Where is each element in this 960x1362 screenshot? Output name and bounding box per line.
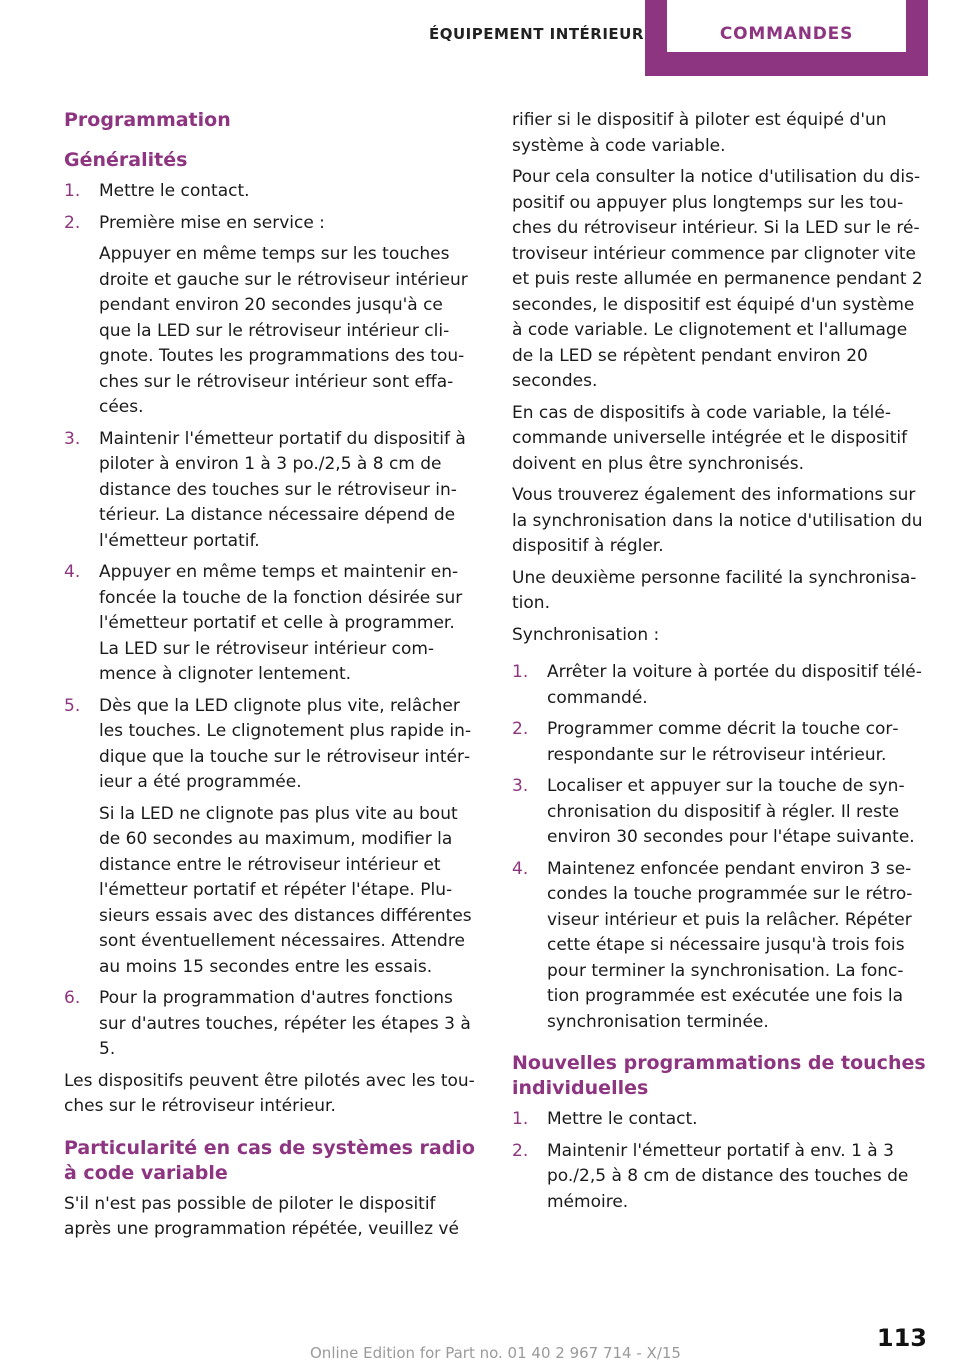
subsection-heading: Nouvelles programmations de touches individuelles (512, 1052, 926, 1099)
chapter-tab-label: COMMANDES (667, 0, 906, 52)
right-column (512, 108, 928, 1221)
list-item (64, 694, 476, 981)
step-number: 5. (64, 695, 81, 716)
list-item (512, 660, 928, 711)
paragraph: S'il n'est pas possible de piloter le dispositif après une programmation répétée, veuillez vé (64, 1193, 459, 1239)
list-item (64, 211, 476, 421)
list-item (512, 1139, 928, 1216)
step-number: 1. (512, 1109, 529, 1129)
paragraph: rifier si le dispositif à piloter est équipé d'un système à code variable. (512, 110, 887, 156)
step-text: Maintenir l'émetteur portatif du dispositif à piloter à environ 1 à 3 po./2,5 à 8 cm de distance des touches sur le rétroviseur intérieur. La distance nécessaire dépend de l'émetteur portatif. (99, 428, 466, 551)
list-item (64, 427, 476, 555)
page-number: 113 (876, 1324, 927, 1352)
step-number: 4. (64, 562, 81, 582)
step-text: Arrêter la voiture à portée du dispositif télécommandé. (547, 662, 922, 708)
paragraph: Synchronisation : (512, 624, 660, 645)
chapter-tab[interactable] (645, 0, 928, 76)
list-item (64, 179, 476, 205)
paragraph: En cas de dispositifs à code variable, la télécommande universelle intégrée et le dispositif doivent en plus être synchronisés. (512, 402, 908, 474)
section-heading: Programmation (64, 109, 231, 131)
list-item (64, 560, 476, 688)
left-column (64, 108, 476, 1249)
step-text: Appuyer en même temps et maintenir enfoncée la touche de la fonction désirée sur l'émetteur portatif et celle à programmer. La LED sur le rétroviseur intérieur commence à clignoter lentement. (99, 562, 463, 684)
step-text: Mettre le contact. (547, 1109, 698, 1129)
section-title: ÉQUIPEMENT INTÉRIEUR (429, 25, 644, 43)
list-item (512, 857, 928, 1036)
step-number: 1. (512, 662, 529, 682)
step-text: Pour la programmation d'autres fonctions sur d'autres touches, répéter les étapes 3 à 5. (99, 988, 471, 1059)
list-item (64, 986, 476, 1063)
step-number: 3. (512, 776, 529, 796)
list-item (512, 1107, 928, 1133)
step-text: Programmer comme décrit la touche correspondante sur le rétroviseur intérieur. (547, 719, 899, 765)
paragraph: Vous trouverez également des informations sur la synchronisation dans la notice d'utilisation du dispositif à régler. (512, 485, 923, 556)
paragraph: Les dispositifs peuvent être pilotés avec les touches sur le rétroviseur intérieur. (64, 1070, 475, 1116)
step-text: Maintenez enfoncée pendant environ 3 secondes la touche programmée sur le rétroviseur intérieur et puis la relâcher. Répéter cette étape si nécessaire jusqu'à trois fois pour terminer la synchronisation. La fonction programmée est exécutée une fois la synchronisation terminée. (547, 858, 913, 1032)
step-subtext: Appuyer en même temps sur les touches droite et gauche sur le rétroviseur intérieur pendant environ 20 secondes jusqu'à ce que la LED sur le rétroviseur intérieur clignote. Toutes les programmations des touches sur le rétroviseur intérieur sont effacées. (99, 244, 468, 417)
step-number: 6. (64, 988, 81, 1008)
step-text: Mettre le contact. (99, 181, 250, 201)
list-item (512, 717, 928, 768)
paragraph: Pour cela consulter la notice d'utilisation du dispositif ou appuyer plus longtemps sur les touches du rétroviseur intérieur. Si la LED sur le rétroviseur intérieur commence par clignoter vite et puis reste allumée en permanence pendant 2 secondes, le dispositif est équipé d'un système à code variable. Le clignotement et l'allumage de la LED se répètent pendant environ 20 secondes. (512, 167, 923, 391)
list-item (512, 774, 928, 851)
paragraph: Une deuxième personne facilité la synchronisation. (512, 567, 917, 613)
step-number: 2. (512, 1140, 529, 1161)
subsection-heading: Particularité en cas de systèmes radio à code variable (64, 1136, 475, 1184)
footer-edition-note: Online Edition for Part no. 01 40 2 967 714 - X/15 (310, 1344, 681, 1362)
step-text: Première mise en service : (99, 212, 325, 233)
step-number: 1. (64, 181, 81, 201)
step-number: 3. (64, 428, 81, 449)
subsection-heading: Généralités (64, 149, 188, 171)
step-number: 2. (64, 212, 81, 233)
step-number: 2. (512, 719, 529, 739)
step-text: Localiser et appuyer sur la touche de synchronisation du dispositif à régler. Il reste environ 30 secondes pour l'étape suivante. (547, 776, 915, 847)
step-number: 4. (512, 858, 529, 879)
step-subtext: Si la LED ne clignote pas plus vite au bout de 60 secondes au maximum, modifier la distance entre le rétroviseur intérieur et l'émetteur portatif et répéter l'étape. Plusieurs essais avec des distances différentes sont éventuellement nécessaires. Attendre au moins 15 secondes entre les essais. (99, 803, 472, 977)
step-text: Maintenir l'émetteur portatif à env. 1 à 3 po./2,5 à 8 cm de distance des touches de mémoire. (547, 1140, 909, 1212)
step-text: Dès que la LED clignote plus vite, relâcher les touches. Le clignotement plus rapide indique que la touche sur le rétroviseur intérieur a été programmée. (99, 695, 472, 792)
